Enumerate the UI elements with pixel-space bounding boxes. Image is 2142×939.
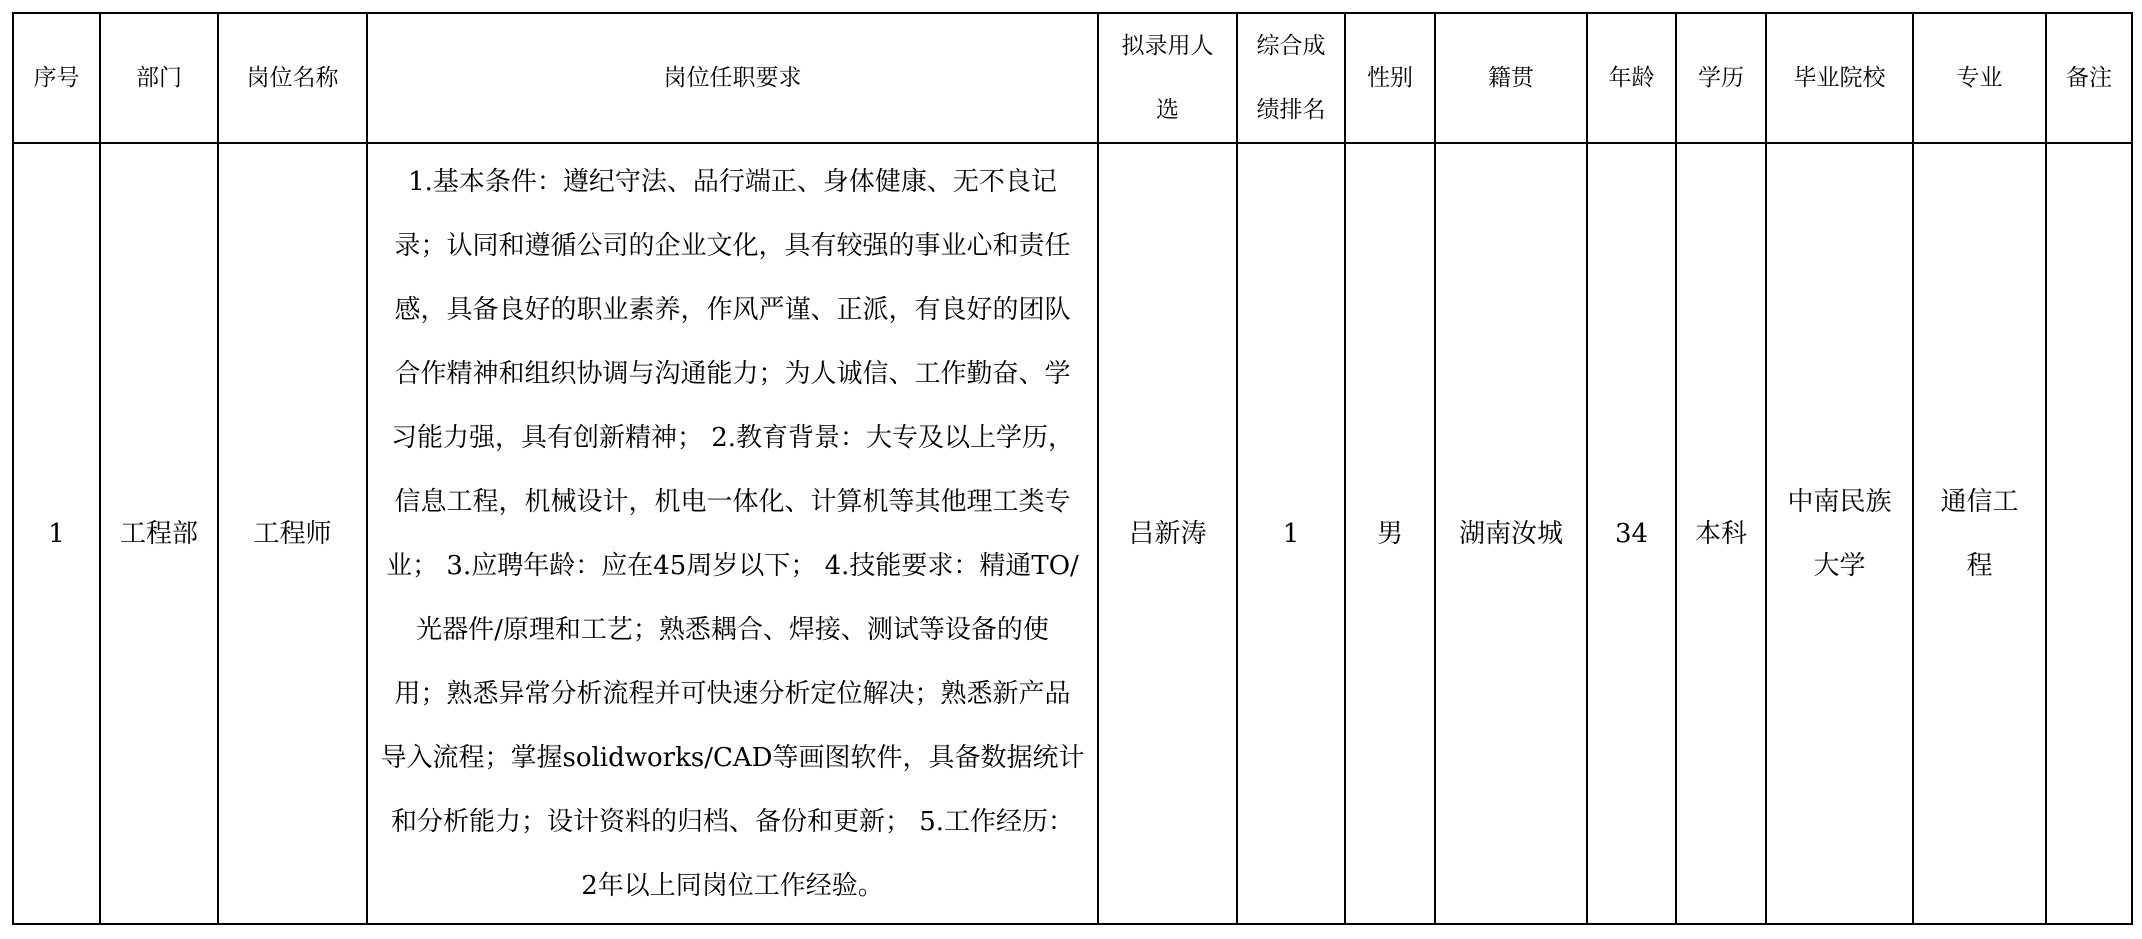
header-position: 岗位名称: [218, 13, 367, 143]
header-seq: 序号: [13, 13, 100, 143]
header-dept: 部门: [100, 13, 218, 143]
major-text: [1940, 470, 2018, 598]
requirements-line: 光器件/原理和工艺；熟悉耦合、焊接、测试等设备的使: [416, 614, 1049, 645]
requirements-line: 和分析能力；设计资料的归档、备份和更新； 5.工作经历：: [390, 806, 1075, 837]
header-origin: 籍贯: [1435, 13, 1587, 143]
header-candidate-line1: 拟录用人: [1121, 33, 1214, 59]
cell-gender: 男: [1345, 143, 1435, 924]
header-school: 毕业院校: [1766, 13, 1913, 143]
header-candidate-line2: 选: [1156, 97, 1179, 123]
header-remark: 备注: [2046, 13, 2132, 143]
cell-position: 工程师: [218, 143, 367, 924]
school-line1: 中南民族: [1787, 486, 1892, 517]
cell-rank: 1: [1237, 143, 1345, 924]
header-rank: [1237, 13, 1345, 143]
requirements-line: 导入流程；掌握solidworks/CAD等画图软件，具备数据统计: [380, 742, 1085, 773]
cell-seq: 1: [13, 143, 100, 924]
requirements-line: 习能力强，具有创新精神； 2.教育背景：大专及以上学历，: [390, 422, 1075, 453]
cell-origin: 湖南汝城: [1435, 143, 1587, 924]
cell-candidate: 吕新涛: [1098, 143, 1237, 924]
cell-age: 34: [1587, 143, 1676, 924]
requirements-line: 用；熟悉异常分析流程并可快速分析定位解决；熟悉新产品: [394, 678, 1071, 709]
header-rank-line2: 绩排名: [1256, 97, 1326, 123]
header-gender: 性别: [1345, 13, 1435, 143]
requirements-line: 1.基本条件：遵纪守法、品行端正、身体健康、无不良记: [408, 166, 1057, 197]
header-row: [13, 13, 2132, 143]
cell-education: 本科: [1676, 143, 1766, 924]
school-text: [1787, 470, 1891, 598]
requirements-line: 2年以上同岗位工作经验。: [581, 870, 884, 901]
requirements-line: 业； 3.应聘年龄：应在45周岁以下； 4.技能要求：精通TO/: [386, 550, 1079, 581]
header-major: 专业: [1913, 13, 2046, 143]
header-education: 学历: [1676, 13, 1766, 143]
cell-dept: 工程部: [100, 143, 218, 924]
cell-remark: [2046, 143, 2132, 924]
requirements-line: 合作精神和组织协调与沟通能力；为人诚信、工作勤奋、学: [394, 358, 1071, 389]
school-line2: 大学: [1813, 550, 1866, 581]
requirements-line: 录；认同和遵循公司的企业文化，具有较强的事业心和责任: [394, 230, 1071, 261]
requirements-line: 感，具备良好的职业素养，作风严谨、正派，有良好的团队: [394, 294, 1071, 325]
header-candidate: [1098, 13, 1237, 143]
major-line2: 程: [1966, 550, 1993, 581]
cell-major: [1913, 143, 2046, 924]
cell-requirements: [367, 143, 1098, 924]
header-rank-line1: 综合成: [1256, 33, 1326, 59]
requirements-line: 信息工程，机械设计，机电一体化、计算机等其他理工类专: [394, 486, 1071, 517]
major-line1: 通信工: [1940, 486, 2019, 517]
cell-school: [1766, 143, 1913, 924]
table-row: [13, 143, 2132, 924]
header-age: 年龄: [1587, 13, 1676, 143]
recruitment-table: [12, 12, 2133, 925]
header-requirements: 岗位任职要求: [367, 13, 1098, 143]
